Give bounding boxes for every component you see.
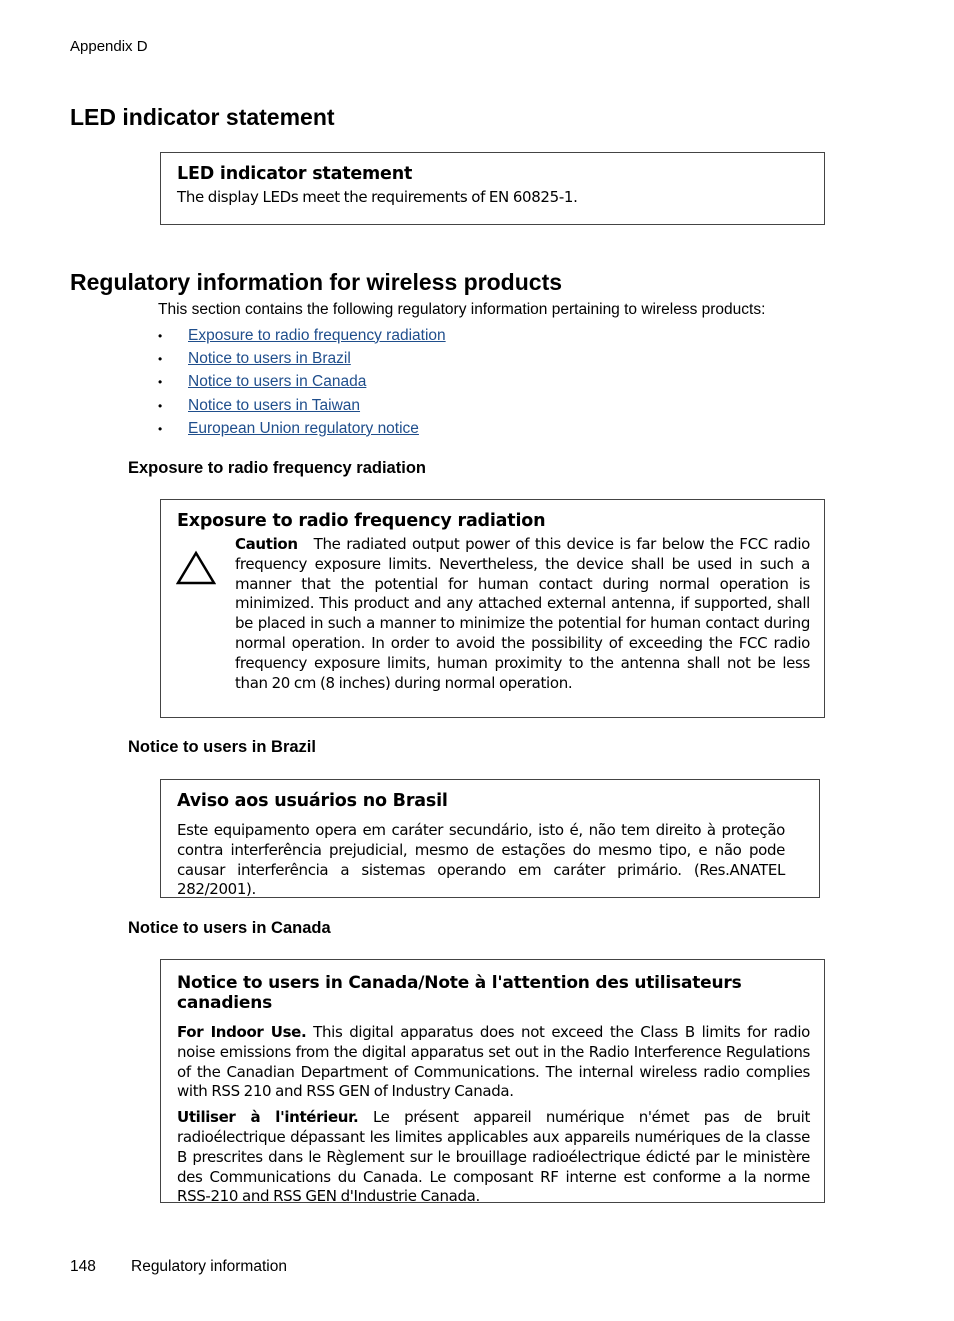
canada-heading: Notice to users in Canada	[128, 919, 331, 937]
canada-box	[160, 959, 825, 1206]
caution-body: The radiated output power of this device is far below the FCC radio frequency exposure limits. Nevertheless, the device shall be used in such a manner that the potential for human contact during normal operation is minimized. This product and any attached external antenna, if supported, shall be placed in such a manner to minimize the potential for human contact during normal operation. In order to avoid the possibility of exceeding the FCC radio frequency exposure limits, human proximity to the antenna shall not be less than 20 cm (8 inches) during normal operation.	[235, 535, 810, 692]
led-statement-box	[160, 152, 825, 225]
footer-section-title: Regulatory information	[131, 1258, 287, 1275]
page-number: 148	[70, 1258, 96, 1275]
running-head: Appendix D	[70, 38, 148, 55]
brazil-box	[160, 779, 820, 898]
canada-fr-paragraph	[177, 1108, 810, 1207]
wireless-topic-list	[158, 324, 446, 440]
canada-en-text: This digital apparatus does not exceed the Class B limits for radio noise emissions from the digital apparatus set out in the Radio Interference Regulations of the Canadian Department of Communications. The internal wireless radio complies with RSS 210 and RSS GEN of Industry Canada.	[177, 1023, 810, 1101]
exposure-caution-text	[235, 535, 810, 693]
link-brazil-notice[interactable]: Notice to users in Brazil	[188, 349, 351, 367]
canada-box-title: Notice to users in Canada/Note à l'attention des utilisateurs canadiens	[177, 973, 742, 1013]
caution-triangle-icon	[176, 550, 216, 586]
canada-fr-text: Le présent appareil numérique n'émet pas de bruit radioélectrique dépassant les limites applicables aux appareils numériques de la classe B prescrites dans le Règlement sur le brouillage radioélectrique édicté par le ministère des Communications du Canada. Le composant RF interne est conforme a la norme RSS-210 and RSS GEN d'Industrie Canada.	[177, 1108, 810, 1206]
canada-fr-label: Utiliser à l'intérieur.	[177, 1108, 359, 1127]
led-box-text: The display LEDs meet the requirements of EN 60825-1.	[177, 188, 578, 206]
link-taiwan-notice[interactable]: Notice to users in Taiwan	[188, 396, 361, 414]
brazil-heading: Notice to users in Brazil	[128, 738, 316, 756]
list-item	[158, 371, 446, 394]
canada-en-paragraph	[177, 1023, 810, 1102]
link-eu-notice[interactable]: European Union regulatory notice	[188, 419, 419, 437]
brazil-box-text: Este equipamento opera em caráter secundário, isto é, não tem direito à proteção contra interferência prejudicial, mesmo de estações do mesmo tipo, e não pode causar interferência a sistemas operando em caráter primário. (Res.ANATEL 282/2001).	[177, 821, 785, 899]
brazil-box-title: Aviso aos usuários no Brasil	[177, 791, 448, 811]
exposure-box-title: Exposure to radio frequency radiation	[177, 511, 546, 531]
bullet-icon: •	[158, 398, 163, 413]
led-box-title: LED indicator statement	[177, 164, 413, 184]
bullet-icon: •	[158, 421, 163, 436]
wireless-section-heading: Regulatory information for wireless products	[70, 269, 563, 295]
wireless-intro: This section contains the following regulatory information pertaining to wireless products:	[158, 301, 766, 318]
canada-en-label: For Indoor Use.	[177, 1023, 307, 1041]
link-exposure-radio[interactable]: Exposure to radio frequency radiation	[188, 326, 446, 344]
exposure-box	[160, 499, 825, 718]
bullet-icon: •	[158, 351, 163, 366]
exposure-heading: Exposure to radio frequency radiation	[128, 459, 426, 477]
caution-label: Caution	[235, 535, 298, 553]
link-canada-notice[interactable]: Notice to users in Canada	[188, 373, 367, 391]
led-section-heading: LED indicator statement	[70, 104, 335, 130]
bullet-icon: •	[158, 328, 163, 343]
list-item	[158, 394, 446, 417]
list-item	[158, 417, 446, 440]
list-item	[158, 324, 446, 347]
list-item	[158, 347, 446, 370]
bullet-icon: •	[158, 375, 163, 390]
